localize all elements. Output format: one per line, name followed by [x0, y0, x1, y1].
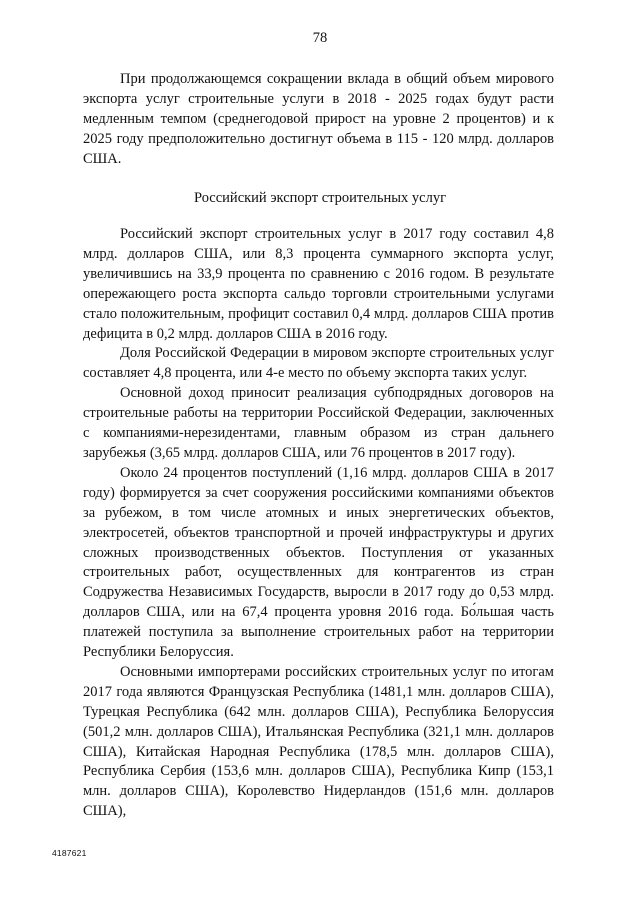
page-number: 78: [312, 30, 328, 46]
paragraph-importers: Основными импортерами российских строительных услуг по итогам 2017 года являются Французская Республика (1481,1 млн. долларов США), Турецкая Республика (642 млн. долларов США), Республика Белоруссия (501,2 млн. долларов США), Итальянская Республика (321,1 млн. долларов США), Китайская Народная Республика (178,5 млн. долларов США), Республика Сербия (153,6 млн. долларов США), Республика Кипр (153,1 млн. долларов США), Королевство Нидерландов (151,6 млн. долларов США),: [83, 663, 554, 820]
paragraph-export-volume: Российский экспорт строительных услуг в 2017 году составил 4,8 млрд. долларов США, или 8,3 процента суммарного экспорта услуг, увеличившись на 33,9 процента по сравнению с 2016 годом. В результате опережающего роста экспорта сальдо торговли строительными услугами стало положительным, профицит составил 0,4 млрд. долларов США против дефицита в 0,2 млрд. долларов США в 2016 году.: [83, 226, 554, 342]
paragraph-subcontracts: Основной доход приносит реализация субподрядных договоров на строительные работы на территории Российской Федерации, заключенных с компаниями-нерезидентами, главным образом из стран дальнего зарубежья (3,65 млрд. долларов США, или 76 процентов в 2017 году).: [83, 385, 554, 461]
paragraph-intro: При продолжающемся сокращении вклада в общий объем мирового экспорта услуг строительные услуги в 2018 - 2025 годах будут расти медленным темпом (среднегодовой прирост на уровне 2 процентов) и к 2025 году предположительно достигнут объема в 115 - 120 млрд. долларов США.: [83, 71, 554, 167]
paragraph-foreign-projects: Около 24 процентов поступлений (1,16 млрд. долларов США в 2017 году) формируется за счет сооружения российскими компаниями объектов за рубежом, в том числе атомных и иных энергетических объектов, электросетей, объектов транспортной и прочей инфраструктуры и других сложных производственных объектов. Поступления от указанных строительных работ, осуществленных для контрагентов из стран Содружества Независимых Государств, выросли в 2017 году до 0,53 млрд. долларов США, или на 67,4 процента уровня 2016 года. Бо́льшая часть платежей поступила за выполнение строительных работ на территории Республики Белоруссия.: [83, 464, 554, 661]
intro-text-block: [83, 70, 554, 170]
section-text-block: [83, 225, 554, 822]
section-heading: Российский экспорт строительных услуг: [193, 190, 447, 206]
document-code: 4187621: [52, 848, 87, 858]
paragraph-world-share: Доля Российской Федерации в мировом экспорте строительных услуг составляет 4,8 процента, или 4-е место по объему экспорта таких услуг.: [83, 345, 554, 382]
